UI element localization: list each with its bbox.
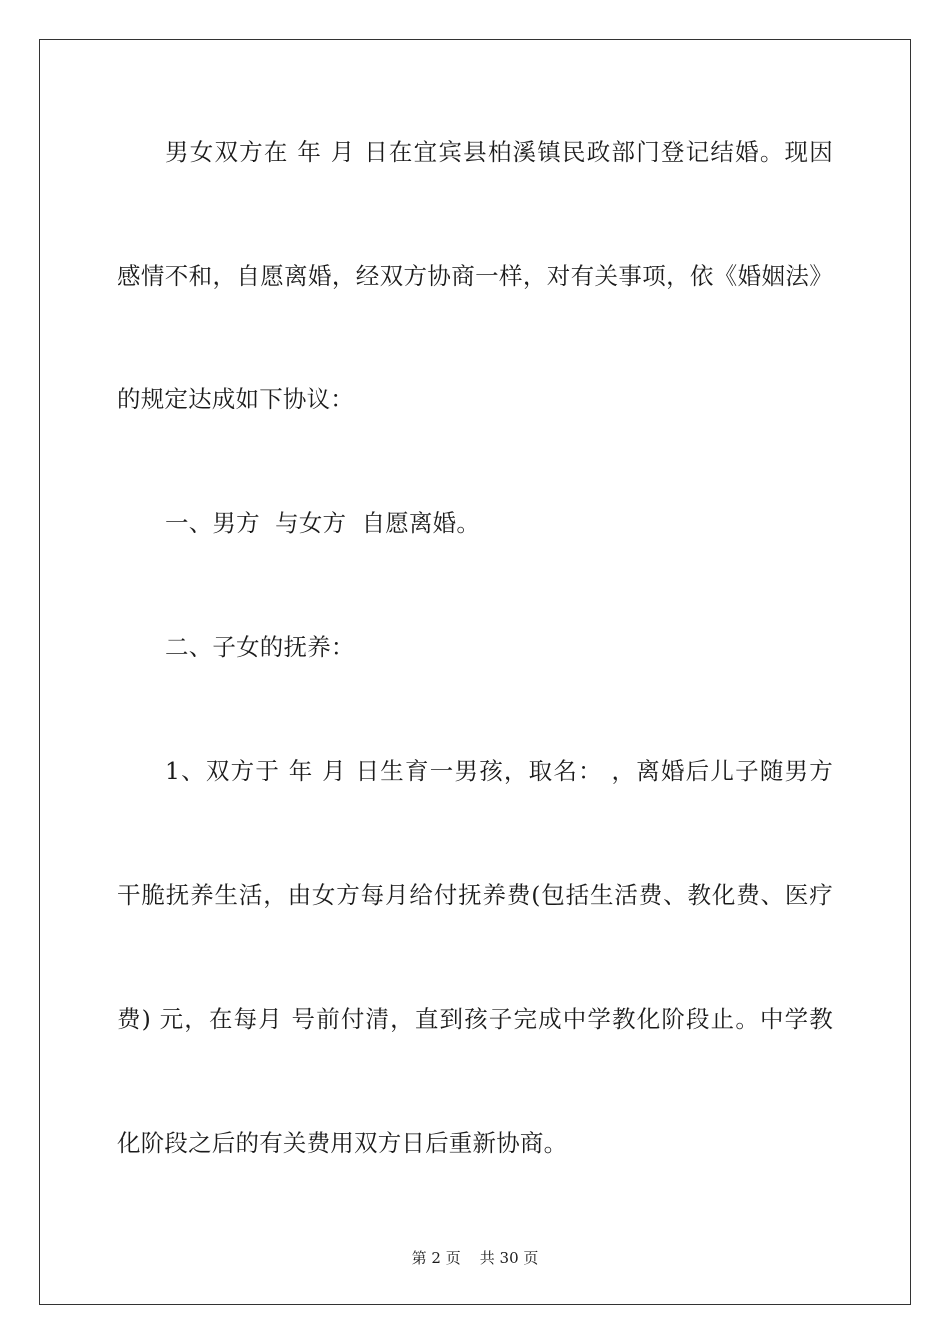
paragraph-line: 费) 元，在每月 号前付清，直到孩子完成中学教化阶段止。中学教 bbox=[117, 1005, 833, 1033]
page-number-footer: 第 2 页 共 30 页 bbox=[411, 1249, 539, 1267]
paragraph-line: 的规定达成如下协议： bbox=[117, 385, 354, 413]
paragraph-line: 男女双方在 年 月 日在宜宾县柏溪镇民政部门登记结婚。现因 bbox=[165, 138, 833, 166]
paragraph-line: 感情不和，自愿离婚，经双方协商一样，对有关事项，依《婚姻法》 bbox=[117, 262, 833, 290]
paragraph-line: 化阶段之后的有关费用双方日后重新协商。 bbox=[117, 1129, 568, 1157]
paragraph-line: 干脆抚养生活，由女方每月给付抚养费(包括生活费、教化费、医疗 bbox=[117, 881, 833, 909]
paragraph-line: 1、双方于 年 月 日生育一男孩，取名： ，离婚后儿子随男方 bbox=[165, 757, 833, 785]
paragraph-line: 一、男方 与女方 自愿离婚。 bbox=[165, 509, 481, 537]
page-border bbox=[39, 39, 911, 1305]
paragraph-line: 二、子女的抚养： bbox=[165, 633, 355, 661]
